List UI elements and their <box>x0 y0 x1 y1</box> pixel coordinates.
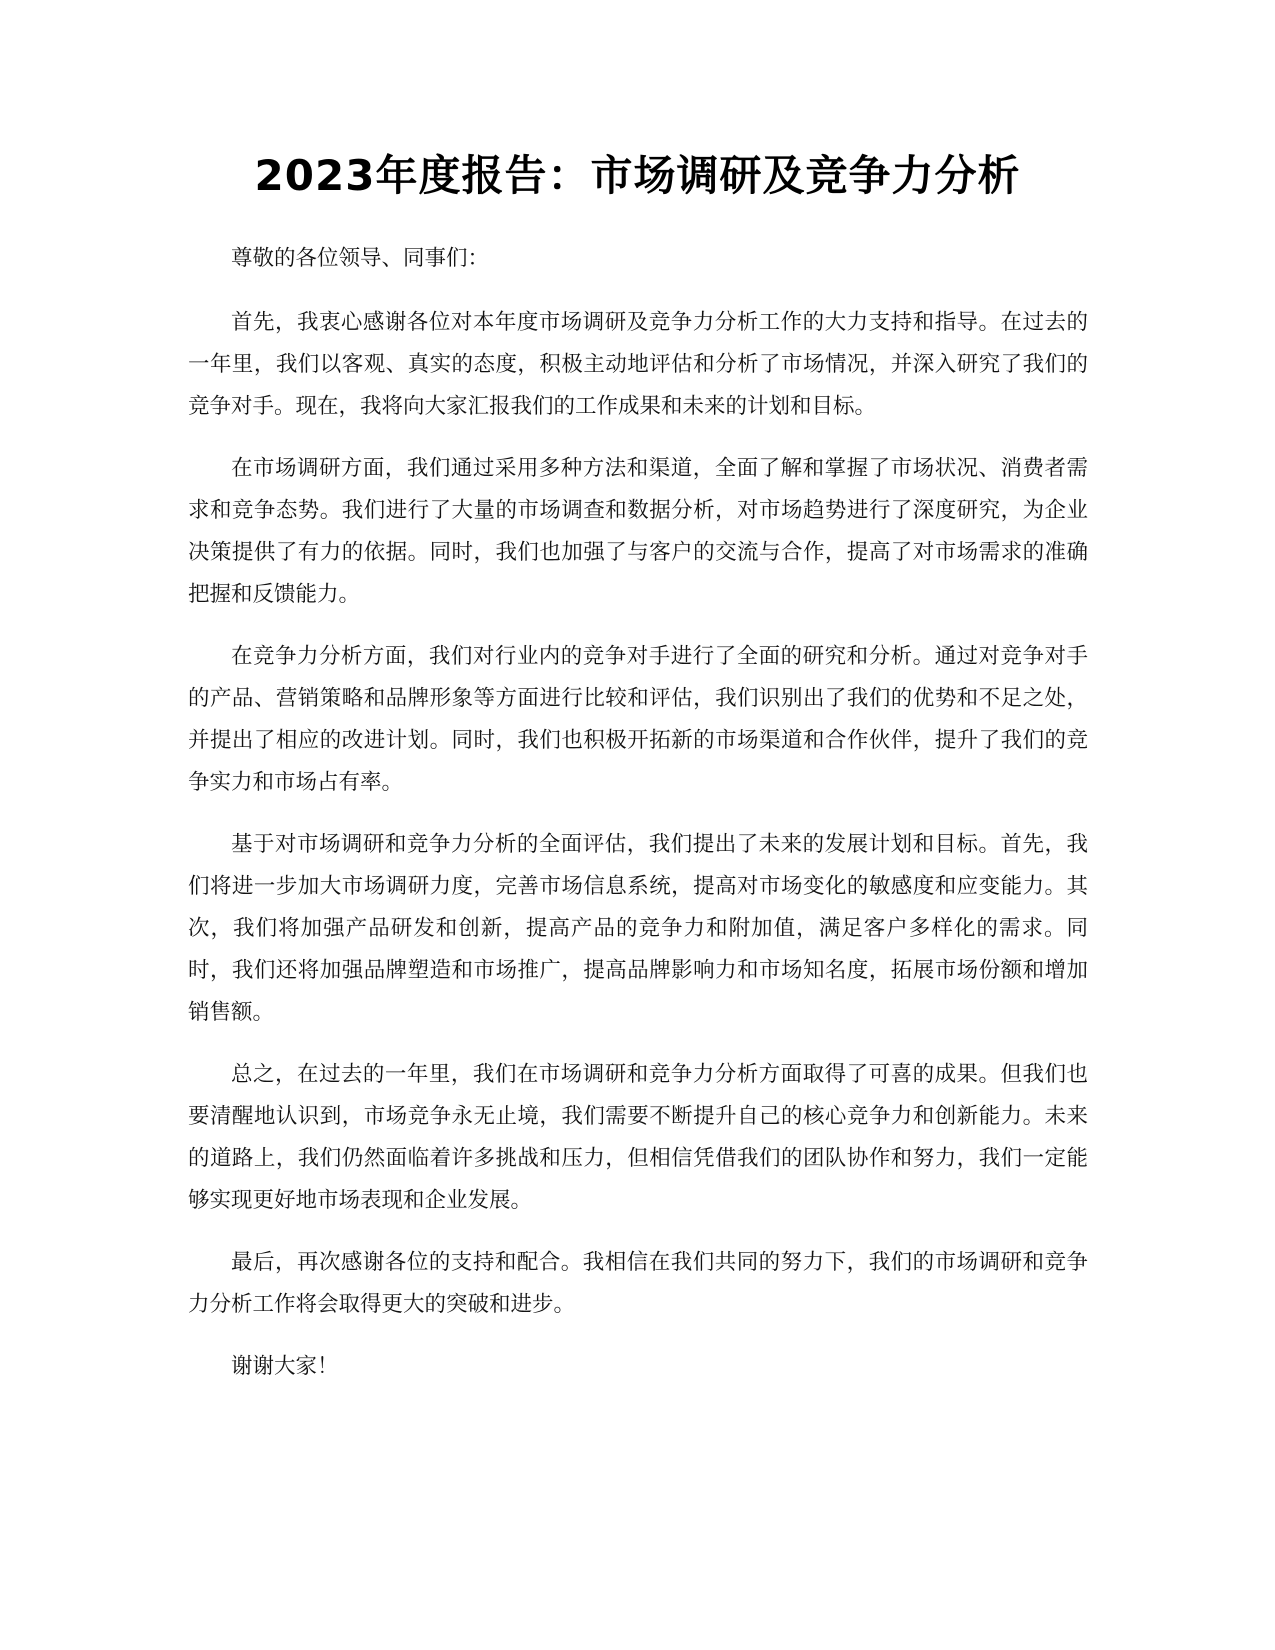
document-title: 2023年度报告：市场调研及竞争力分析 <box>254 151 1021 200</box>
paragraph-thanks: 首先，我衷心感谢各位对本年度市场调研及竞争力分析工作的大力支持和指导。在过去的一年里，我们以客观、真实的态度，积极主动地评估和分析了市场情况，并深入研究了我们的竞争对手。现在，我将向大家汇报我们的工作成果和未来的计划和目标。 <box>188 310 1088 419</box>
greeting-paragraph: 尊敬的各位领导、同事们： <box>231 246 490 271</box>
document-body <box>188 238 1088 1408</box>
closing-paragraph: 谢谢大家！ <box>231 1354 339 1379</box>
paragraph-competitiveness: 在竞争力分析方面，我们对行业内的竞争对手进行了全面的研究和分析。通过对竞争对手的产品、营销策略和品牌形象等方面进行比较和评估，我们识别出了我们的优势和不足之处，并提出了相应的改进计划。同时，我们也积极开拓新的市场渠道和合作伙伴，提升了我们的竞争实力和市场占有率。 <box>188 644 1088 795</box>
paragraph-summary: 总之，在过去的一年里，我们在市场调研和竞争力分析方面取得了可喜的成果。但我们也要清醒地认识到，市场竞争永无止境，我们需要不断提升自己的核心竞争力和创新能力。未来的道路上，我们仍然面临着许多挑战和压力，但相信凭借我们的团队协作和努力，我们一定能够实现更好地市场表现和企业发展。 <box>188 1062 1088 1213</box>
paragraph-final-thanks: 最后，再次感谢各位的支持和配合。我相信在我们共同的努力下，我们的市场调研和竞争力分析工作将会取得更大的突破和进步。 <box>188 1250 1088 1317</box>
paragraph-future-plans: 基于对市场调研和竞争力分析的全面评估，我们提出了未来的发展计划和目标。首先，我们将进一步加大市场调研力度，完善市场信息系统，提高对市场变化的敏感度和应变能力。其次，我们将加强产品研发和创新，提高产品的竞争力和附加值，满足客户多样化的需求。同时，我们还将加强品牌塑造和市场推广，提高品牌影响力和市场知名度，拓展市场份额和增加销售额。 <box>188 832 1088 1025</box>
paragraph-market-research: 在市场调研方面，我们通过采用多种方法和渠道，全面了解和掌握了市场状况、消费者需求和竞争态势。我们进行了大量的市场调查和数据分析，对市场趋势进行了深度研究，为企业决策提供了有力的依据。同时，我们也加强了与客户的交流与合作，提高了对市场需求的准确把握和反馈能力。 <box>188 456 1088 607</box>
